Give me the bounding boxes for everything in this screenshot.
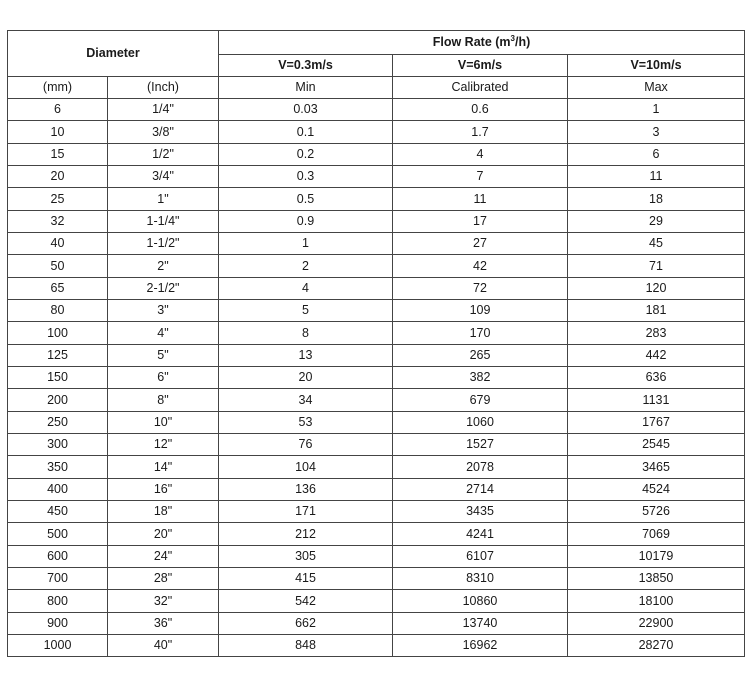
cell-min: 662 <box>219 612 393 634</box>
cell-calibrated: 10860 <box>393 590 568 612</box>
cell-max: 22900 <box>568 612 745 634</box>
cell-min: 1 <box>219 232 393 254</box>
cell-calibrated: 1527 <box>393 433 568 455</box>
cell-calibrated: 7 <box>393 165 568 187</box>
cell-max: 5726 <box>568 500 745 522</box>
table-row <box>8 590 745 612</box>
diameter-header: Diameter <box>8 31 219 77</box>
cell-min: 212 <box>219 523 393 545</box>
cell-min: 415 <box>219 567 393 589</box>
cell-inch: 3/8" <box>108 121 219 143</box>
flow-rate-table <box>7 30 745 657</box>
cell-inch: 32" <box>108 590 219 612</box>
max-header: Max <box>568 77 745 99</box>
cell-mm: 25 <box>8 188 108 210</box>
cell-max: 1767 <box>568 411 745 433</box>
cell-max: 71 <box>568 255 745 277</box>
calibrated-header: Calibrated <box>393 77 568 99</box>
cell-min: 34 <box>219 389 393 411</box>
table-row <box>8 165 745 187</box>
cell-min: 305 <box>219 545 393 567</box>
table-row <box>8 366 745 388</box>
cell-mm: 400 <box>8 478 108 500</box>
cell-calibrated: 1060 <box>393 411 568 433</box>
table-row <box>8 612 745 634</box>
cell-mm: 150 <box>8 366 108 388</box>
cell-inch: 18" <box>108 500 219 522</box>
header-row-3 <box>8 77 745 99</box>
cell-calibrated: 3435 <box>393 500 568 522</box>
flow-rate-label: Flow Rate (m <box>432 35 511 50</box>
cell-calibrated: 13740 <box>393 612 568 634</box>
header-row-1 <box>8 31 745 55</box>
cell-inch: 36" <box>108 612 219 634</box>
cell-max: 7069 <box>568 523 745 545</box>
table-body <box>8 99 745 657</box>
cell-inch: 1" <box>108 188 219 210</box>
table-row <box>8 277 745 299</box>
cell-mm: 200 <box>8 389 108 411</box>
cell-max: 3 <box>568 121 745 143</box>
cell-inch: 6" <box>108 366 219 388</box>
cell-max: 442 <box>568 344 745 366</box>
cell-min: 136 <box>219 478 393 500</box>
cell-inch: 16" <box>108 478 219 500</box>
cell-mm: 50 <box>8 255 108 277</box>
cell-inch: 12" <box>108 433 219 455</box>
cell-min: 0.5 <box>219 188 393 210</box>
cell-min: 0.2 <box>219 143 393 165</box>
cell-mm: 700 <box>8 567 108 589</box>
cell-max: 120 <box>568 277 745 299</box>
cell-max: 3465 <box>568 456 745 478</box>
cell-calibrated: 8310 <box>393 567 568 589</box>
cell-min: 0.3 <box>219 165 393 187</box>
cell-max: 181 <box>568 299 745 321</box>
cell-mm: 80 <box>8 299 108 321</box>
table-row <box>8 121 745 143</box>
cell-calibrated: 72 <box>393 277 568 299</box>
cell-calibrated: 0.6 <box>393 99 568 121</box>
cell-max: 11 <box>568 165 745 187</box>
cell-min: 848 <box>219 634 393 656</box>
cell-calibrated: 109 <box>393 299 568 321</box>
table-row <box>8 210 745 232</box>
mm-header: (mm) <box>8 77 108 99</box>
cell-inch: 8" <box>108 389 219 411</box>
cell-mm: 450 <box>8 500 108 522</box>
cell-max: 4524 <box>568 478 745 500</box>
cell-calibrated: 170 <box>393 322 568 344</box>
table-row <box>8 344 745 366</box>
inch-header: (Inch) <box>108 77 219 99</box>
cell-mm: 1000 <box>8 634 108 656</box>
cell-max: 29 <box>568 210 745 232</box>
cell-mm: 900 <box>8 612 108 634</box>
cell-min: 0.03 <box>219 99 393 121</box>
cell-min: 53 <box>219 411 393 433</box>
flow-rate-superscript: 3 <box>510 34 515 44</box>
cell-inch: 2" <box>108 255 219 277</box>
table-row <box>8 255 745 277</box>
cell-max: 18 <box>568 188 745 210</box>
table-row <box>8 188 745 210</box>
cell-min: 542 <box>219 590 393 612</box>
cell-calibrated: 265 <box>393 344 568 366</box>
cell-max: 10179 <box>568 545 745 567</box>
cell-mm: 65 <box>8 277 108 299</box>
cell-mm: 125 <box>8 344 108 366</box>
cell-inch: 5" <box>108 344 219 366</box>
cell-max: 283 <box>568 322 745 344</box>
table-row <box>8 500 745 522</box>
cell-calibrated: 11 <box>393 188 568 210</box>
table-row <box>8 634 745 656</box>
table-row <box>8 545 745 567</box>
cell-inch: 1/4" <box>108 99 219 121</box>
cell-mm: 350 <box>8 456 108 478</box>
cell-max: 45 <box>568 232 745 254</box>
cell-inch: 1-1/4" <box>108 210 219 232</box>
cell-inch: 40" <box>108 634 219 656</box>
cell-calibrated: 27 <box>393 232 568 254</box>
cell-min: 8 <box>219 322 393 344</box>
flow-rate-unit-suffix: /h) <box>514 35 531 50</box>
cell-inch: 20" <box>108 523 219 545</box>
cell-mm: 15 <box>8 143 108 165</box>
flow-rate-header <box>219 31 745 55</box>
cell-inch: 4" <box>108 322 219 344</box>
cell-calibrated: 2078 <box>393 456 568 478</box>
cell-min: 0.1 <box>219 121 393 143</box>
cell-inch: 1/2" <box>108 143 219 165</box>
table-row <box>8 567 745 589</box>
cell-calibrated: 2714 <box>393 478 568 500</box>
cell-min: 4 <box>219 277 393 299</box>
cell-mm: 32 <box>8 210 108 232</box>
cell-inch: 14" <box>108 456 219 478</box>
cell-mm: 600 <box>8 545 108 567</box>
table-row <box>8 322 745 344</box>
table-row <box>8 299 745 321</box>
cell-calibrated: 16962 <box>393 634 568 656</box>
cell-min: 13 <box>219 344 393 366</box>
cell-inch: 3/4" <box>108 165 219 187</box>
cell-max: 1131 <box>568 389 745 411</box>
cell-inch: 3" <box>108 299 219 321</box>
cell-mm: 250 <box>8 411 108 433</box>
min-header: Min <box>219 77 393 99</box>
cell-min: 5 <box>219 299 393 321</box>
cell-calibrated: 679 <box>393 389 568 411</box>
cell-calibrated: 4241 <box>393 523 568 545</box>
velocity-header-mid: V=6m/s <box>393 55 568 77</box>
cell-calibrated: 382 <box>393 366 568 388</box>
cell-min: 0.9 <box>219 210 393 232</box>
cell-inch: 1-1/2" <box>108 232 219 254</box>
cell-min: 2 <box>219 255 393 277</box>
cell-calibrated: 17 <box>393 210 568 232</box>
cell-max: 1 <box>568 99 745 121</box>
table-row <box>8 143 745 165</box>
table-row <box>8 433 745 455</box>
cell-inch: 2-1/2" <box>108 277 219 299</box>
cell-min: 171 <box>219 500 393 522</box>
cell-min: 104 <box>219 456 393 478</box>
table-row <box>8 456 745 478</box>
cell-mm: 20 <box>8 165 108 187</box>
table-row <box>8 232 745 254</box>
cell-max: 636 <box>568 366 745 388</box>
table-row <box>8 523 745 545</box>
velocity-header-high: V=10m/s <box>568 55 745 77</box>
table-row <box>8 478 745 500</box>
cell-mm: 6 <box>8 99 108 121</box>
cell-mm: 40 <box>8 232 108 254</box>
cell-calibrated: 4 <box>393 143 568 165</box>
cell-max: 13850 <box>568 567 745 589</box>
cell-mm: 100 <box>8 322 108 344</box>
cell-mm: 10 <box>8 121 108 143</box>
table-row <box>8 389 745 411</box>
cell-max: 6 <box>568 143 745 165</box>
cell-calibrated: 1.7 <box>393 121 568 143</box>
cell-max: 18100 <box>568 590 745 612</box>
cell-inch: 10" <box>108 411 219 433</box>
cell-calibrated: 6107 <box>393 545 568 567</box>
velocity-header-low: V=0.3m/s <box>219 55 393 77</box>
cell-inch: 28" <box>108 567 219 589</box>
cell-inch: 24" <box>108 545 219 567</box>
cell-min: 76 <box>219 433 393 455</box>
cell-calibrated: 42 <box>393 255 568 277</box>
cell-max: 28270 <box>568 634 745 656</box>
table-row <box>8 99 745 121</box>
cell-mm: 500 <box>8 523 108 545</box>
cell-max: 2545 <box>568 433 745 455</box>
cell-mm: 300 <box>8 433 108 455</box>
cell-mm: 800 <box>8 590 108 612</box>
cell-min: 20 <box>219 366 393 388</box>
table-row <box>8 411 745 433</box>
